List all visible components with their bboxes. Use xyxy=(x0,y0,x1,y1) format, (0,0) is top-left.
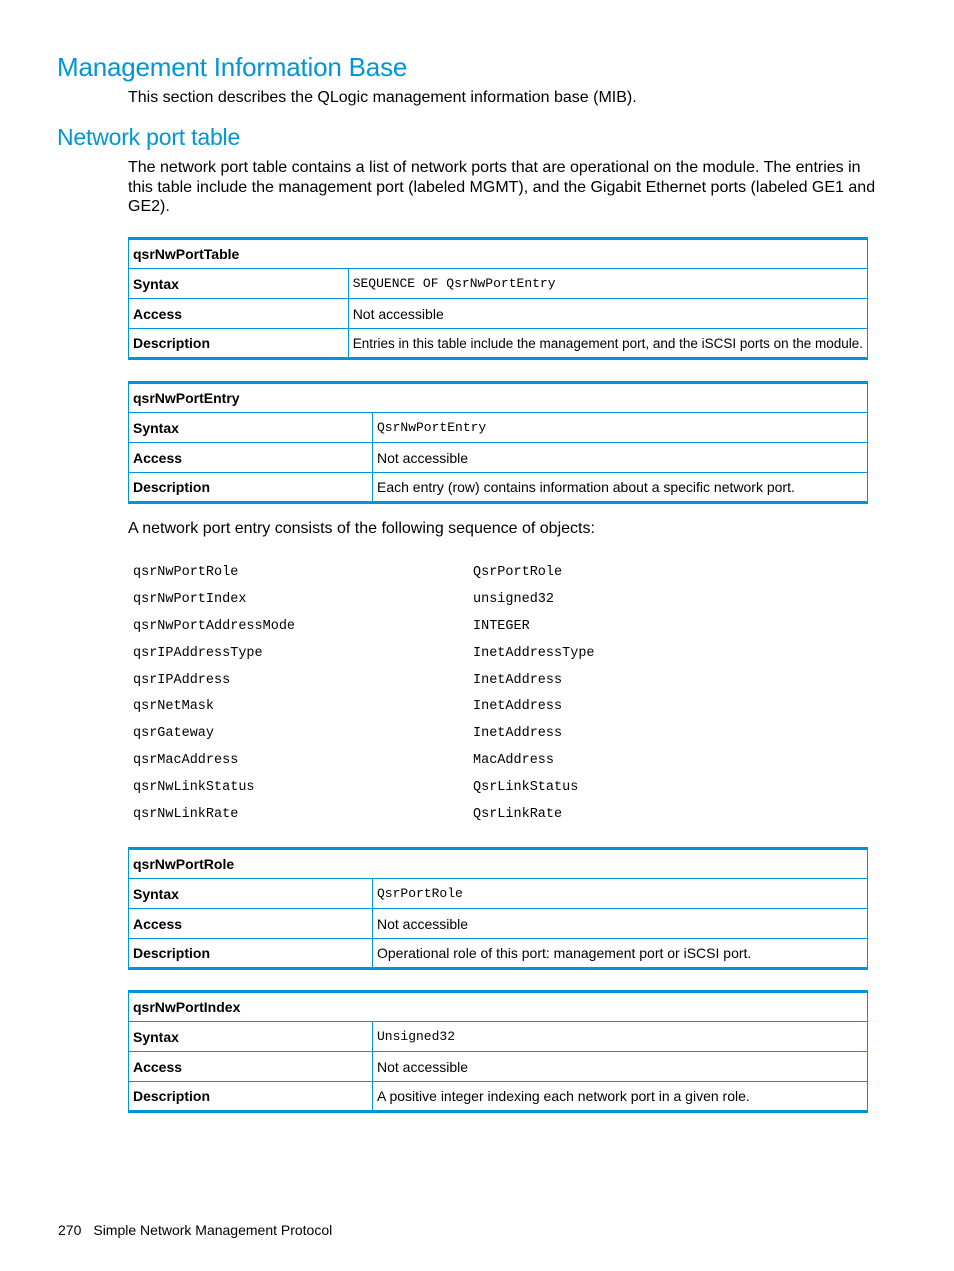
access-value: Not accessible xyxy=(348,299,867,329)
sequence-intro: A network port entry consists of the following sequence of objects: xyxy=(128,520,595,537)
mib-table-nwportindex xyxy=(128,990,868,1113)
access-label: Access xyxy=(129,909,373,939)
object-type: InetAddress xyxy=(473,672,563,688)
object-type: INTEGER xyxy=(473,618,530,634)
access-label: Access xyxy=(129,299,349,329)
intro-text: This section describes the QLogic management information base (MIB). xyxy=(128,89,637,106)
description-value: Each entry (row) contains information about a specific network port. xyxy=(373,473,868,503)
object-type: InetAddressType xyxy=(473,645,595,661)
object-name: qsrNwPortAddressMode xyxy=(133,618,296,634)
table-row xyxy=(129,879,868,909)
syntax-label: Syntax xyxy=(129,269,349,299)
table-header-row xyxy=(129,383,868,413)
table-header-row xyxy=(129,849,868,879)
page-footer xyxy=(58,1222,332,1238)
description-label: Description xyxy=(129,1082,373,1112)
table-row xyxy=(129,269,868,299)
table-row xyxy=(129,329,868,359)
description-label: Description xyxy=(129,329,349,359)
object-name: qsrIPAddress xyxy=(133,672,231,688)
table-name: qsrNwPortEntry xyxy=(129,383,868,413)
object-type: MacAddress xyxy=(473,753,555,769)
object-name: qsrNwLinkRate xyxy=(133,807,239,823)
object-name: qsrIPAddressType xyxy=(133,645,263,661)
table-name: qsrNwPortRole xyxy=(129,849,868,879)
description-value: Operational role of this port: management port or iSCSI port. xyxy=(373,939,868,969)
description-label: Description xyxy=(129,473,373,503)
table-row xyxy=(129,473,868,503)
table-name: qsrNwPortIndex xyxy=(129,992,868,1022)
access-value: Not accessible xyxy=(373,1052,868,1082)
syntax-value: SEQUENCE OF QsrNwPortEntry xyxy=(348,269,867,299)
table-header-row xyxy=(129,992,868,1022)
object-type: QsrPortRole xyxy=(473,565,563,580)
object-name: qsrNwPortIndex xyxy=(133,591,247,607)
section-heading: Network port table xyxy=(57,124,241,150)
page-heading: Management Information Base xyxy=(57,52,408,82)
syntax-value: QsrPortRole xyxy=(373,879,868,909)
syntax-label: Syntax xyxy=(129,1022,373,1052)
syntax-value: QsrNwPortEntry xyxy=(373,413,868,443)
description-value: Entries in this table include the management port, and the iSCSI ports on the module. xyxy=(348,329,867,359)
object-name: qsrNwLinkStatus xyxy=(133,780,255,796)
table-row xyxy=(129,443,868,473)
access-label: Access xyxy=(129,1052,373,1082)
object-type: QsrLinkRate xyxy=(473,807,563,823)
access-value: Not accessible xyxy=(373,909,868,939)
description-label: Description xyxy=(129,939,373,969)
object-type: QsrLinkStatus xyxy=(473,780,579,796)
access-value: Not accessible xyxy=(373,443,868,473)
table-row xyxy=(129,909,868,939)
object-name: qsrNetMask xyxy=(133,699,215,715)
object-type: InetAddress xyxy=(473,726,563,742)
object-type: InetAddress xyxy=(473,699,563,715)
page-number: 270 xyxy=(58,1222,82,1238)
table-row xyxy=(129,1052,868,1082)
table-row xyxy=(129,299,868,329)
table-name: qsrNwPortTable xyxy=(129,239,868,269)
table-row xyxy=(129,413,868,443)
object-name: qsrMacAddress xyxy=(133,753,239,769)
table-row xyxy=(129,1022,868,1052)
syntax-value: Unsigned32 xyxy=(373,1022,868,1052)
syntax-label: Syntax xyxy=(129,879,373,909)
chapter-title: Simple Network Management Protocol xyxy=(93,1222,333,1238)
description-value: A positive integer indexing each network port in a given role. xyxy=(373,1082,868,1112)
object-type: unsigned32 xyxy=(473,591,555,607)
table-row xyxy=(129,939,868,969)
mib-table-nwportentry xyxy=(128,381,868,504)
mib-table-nwportrole xyxy=(128,847,868,970)
section-paragraph: The network port table contains a list of network ports that are operational on the module. The entries in this table include the management port (labeled MGMT), and the Gigabit Ethernet ports (labeled GE1 and GE2). xyxy=(128,159,876,215)
table-header-row xyxy=(129,239,868,269)
syntax-label: Syntax xyxy=(129,413,373,443)
mib-table-nwporttable xyxy=(128,237,868,360)
object-name: qsrGateway xyxy=(133,726,215,742)
table-row xyxy=(129,1082,868,1112)
access-label: Access xyxy=(129,443,373,473)
object-name: qsrNwPortRole xyxy=(133,565,239,580)
